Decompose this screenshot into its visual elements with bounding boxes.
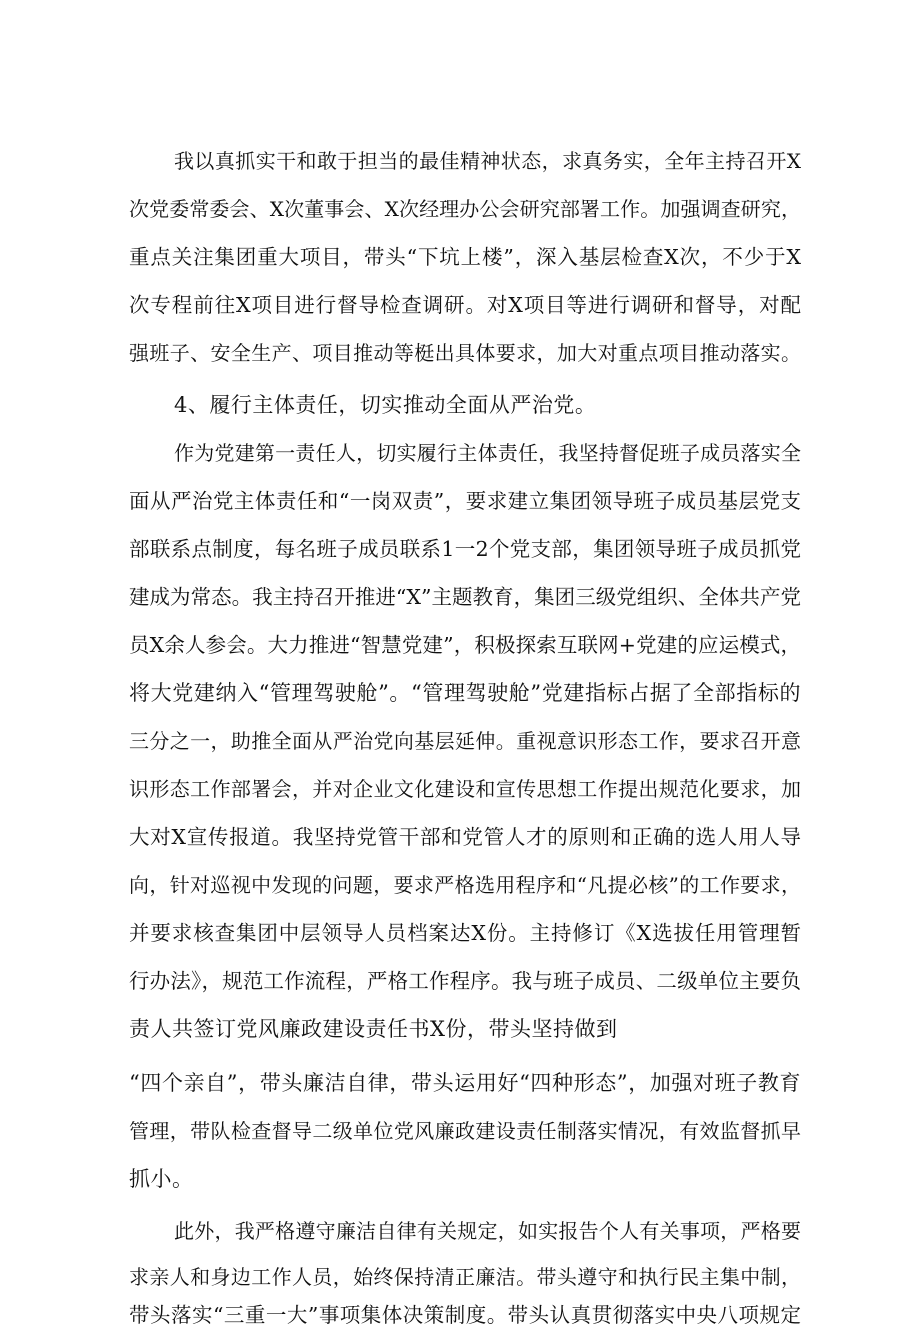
paragraph-line: “四个亲自”，带头廉洁自律，带头运用好“四种形态”，加强对班子教育 [129,1071,801,1095]
section-heading: 4、履行主体责任，切实推动全面从严治党。 [174,393,597,417]
paragraph-line: 管理，带队检查督导二级单位党风廉政建设责任制落实情况，有效监督抓早 [129,1119,801,1143]
paragraph-line: 强班子、安全生产、项目推动等梃出具体要求，加大对重点项目推动落实。 [129,341,801,365]
paragraph-line: 行办法》，规范工作流程，严格工作程序。我与班子成员、二级单位主要负 [129,969,801,993]
paragraph-line: 求亲人和身边工作人员，始终保持清正廉洁。带头遵守和执行民主集中制， [129,1265,801,1289]
paragraph-line: 建成为常态。我主持召开推进“X”主题教育，集团三级党组织、全体共产党 [129,585,801,609]
paragraph-line: 此外，我严格遵守廉洁自律有关规定，如实报告个人有关事项，严格要 [174,1219,801,1243]
paragraph-line: 三分之一，助推全面从严治党向基层延伸。重视意识形态工作，要求召开意 [129,729,801,753]
paragraph-line: 抓小。 [129,1167,194,1191]
paragraph-line: 带头落实“三重一大”事项集体决策制度。带头认真贯彻落实中央八项规定 [129,1303,801,1327]
paragraph-line: 并要求核查集团中层领导人员档案达X份。主持修订《X选拔任用管理暂 [129,921,801,945]
paragraph-line: 次专程前往X项目进行督导检查调研。对X项目等进行调研和督导，对配 [129,293,801,317]
paragraph-line: 我以真抓实干和敢于担当的最佳精神状态，求真务实，全年主持召开X [174,149,801,173]
paragraph-line: 识形态工作部署会，并对企业文化建设和宣传思想工作提出规范化要求，加 [129,777,801,801]
paragraph-line: 作为党建第一责任人，切实履行主体责任，我坚持督促班子成员落实全 [174,441,801,465]
paragraph-line: 将大党建纳入“管理驾驶舱”。“管理驾驶舱”党建指标占据了全部指标的 [129,681,801,705]
paragraph-line: 部联系点制度，每名班子成员联系1一2个党支部，集团领导班子成员抓党 [129,537,801,561]
paragraph-line: 向，针对巡视中发现的问题，要求严格选用程序和“凡提必核”的工作要求， [129,873,801,897]
paragraph-line: 员X余人参会。大力推进“智慧党建”，积极探索互联网+党建的应运模式， [129,633,801,657]
paragraph-line: 次党委常委会、X次董事会、X次经理办公会研究部署工作。加强调查研究， [129,197,801,221]
paragraph-line: 面从严治党主体责任和“一岗双责”，要求建立集团领导班子成员基层党支 [129,489,801,513]
paragraph-line: 大对X宣传报道。我坚持党管干部和党管人才的原则和正确的选人用人导 [129,825,801,849]
paragraph-line: 责人共签订党风廉政建设责任书X份，带头坚持做到 [129,1017,618,1041]
paragraph-line: 重点关注集团重大项目，带头“下坑上楼”，深入基层检查X次，不少于X [129,245,801,269]
